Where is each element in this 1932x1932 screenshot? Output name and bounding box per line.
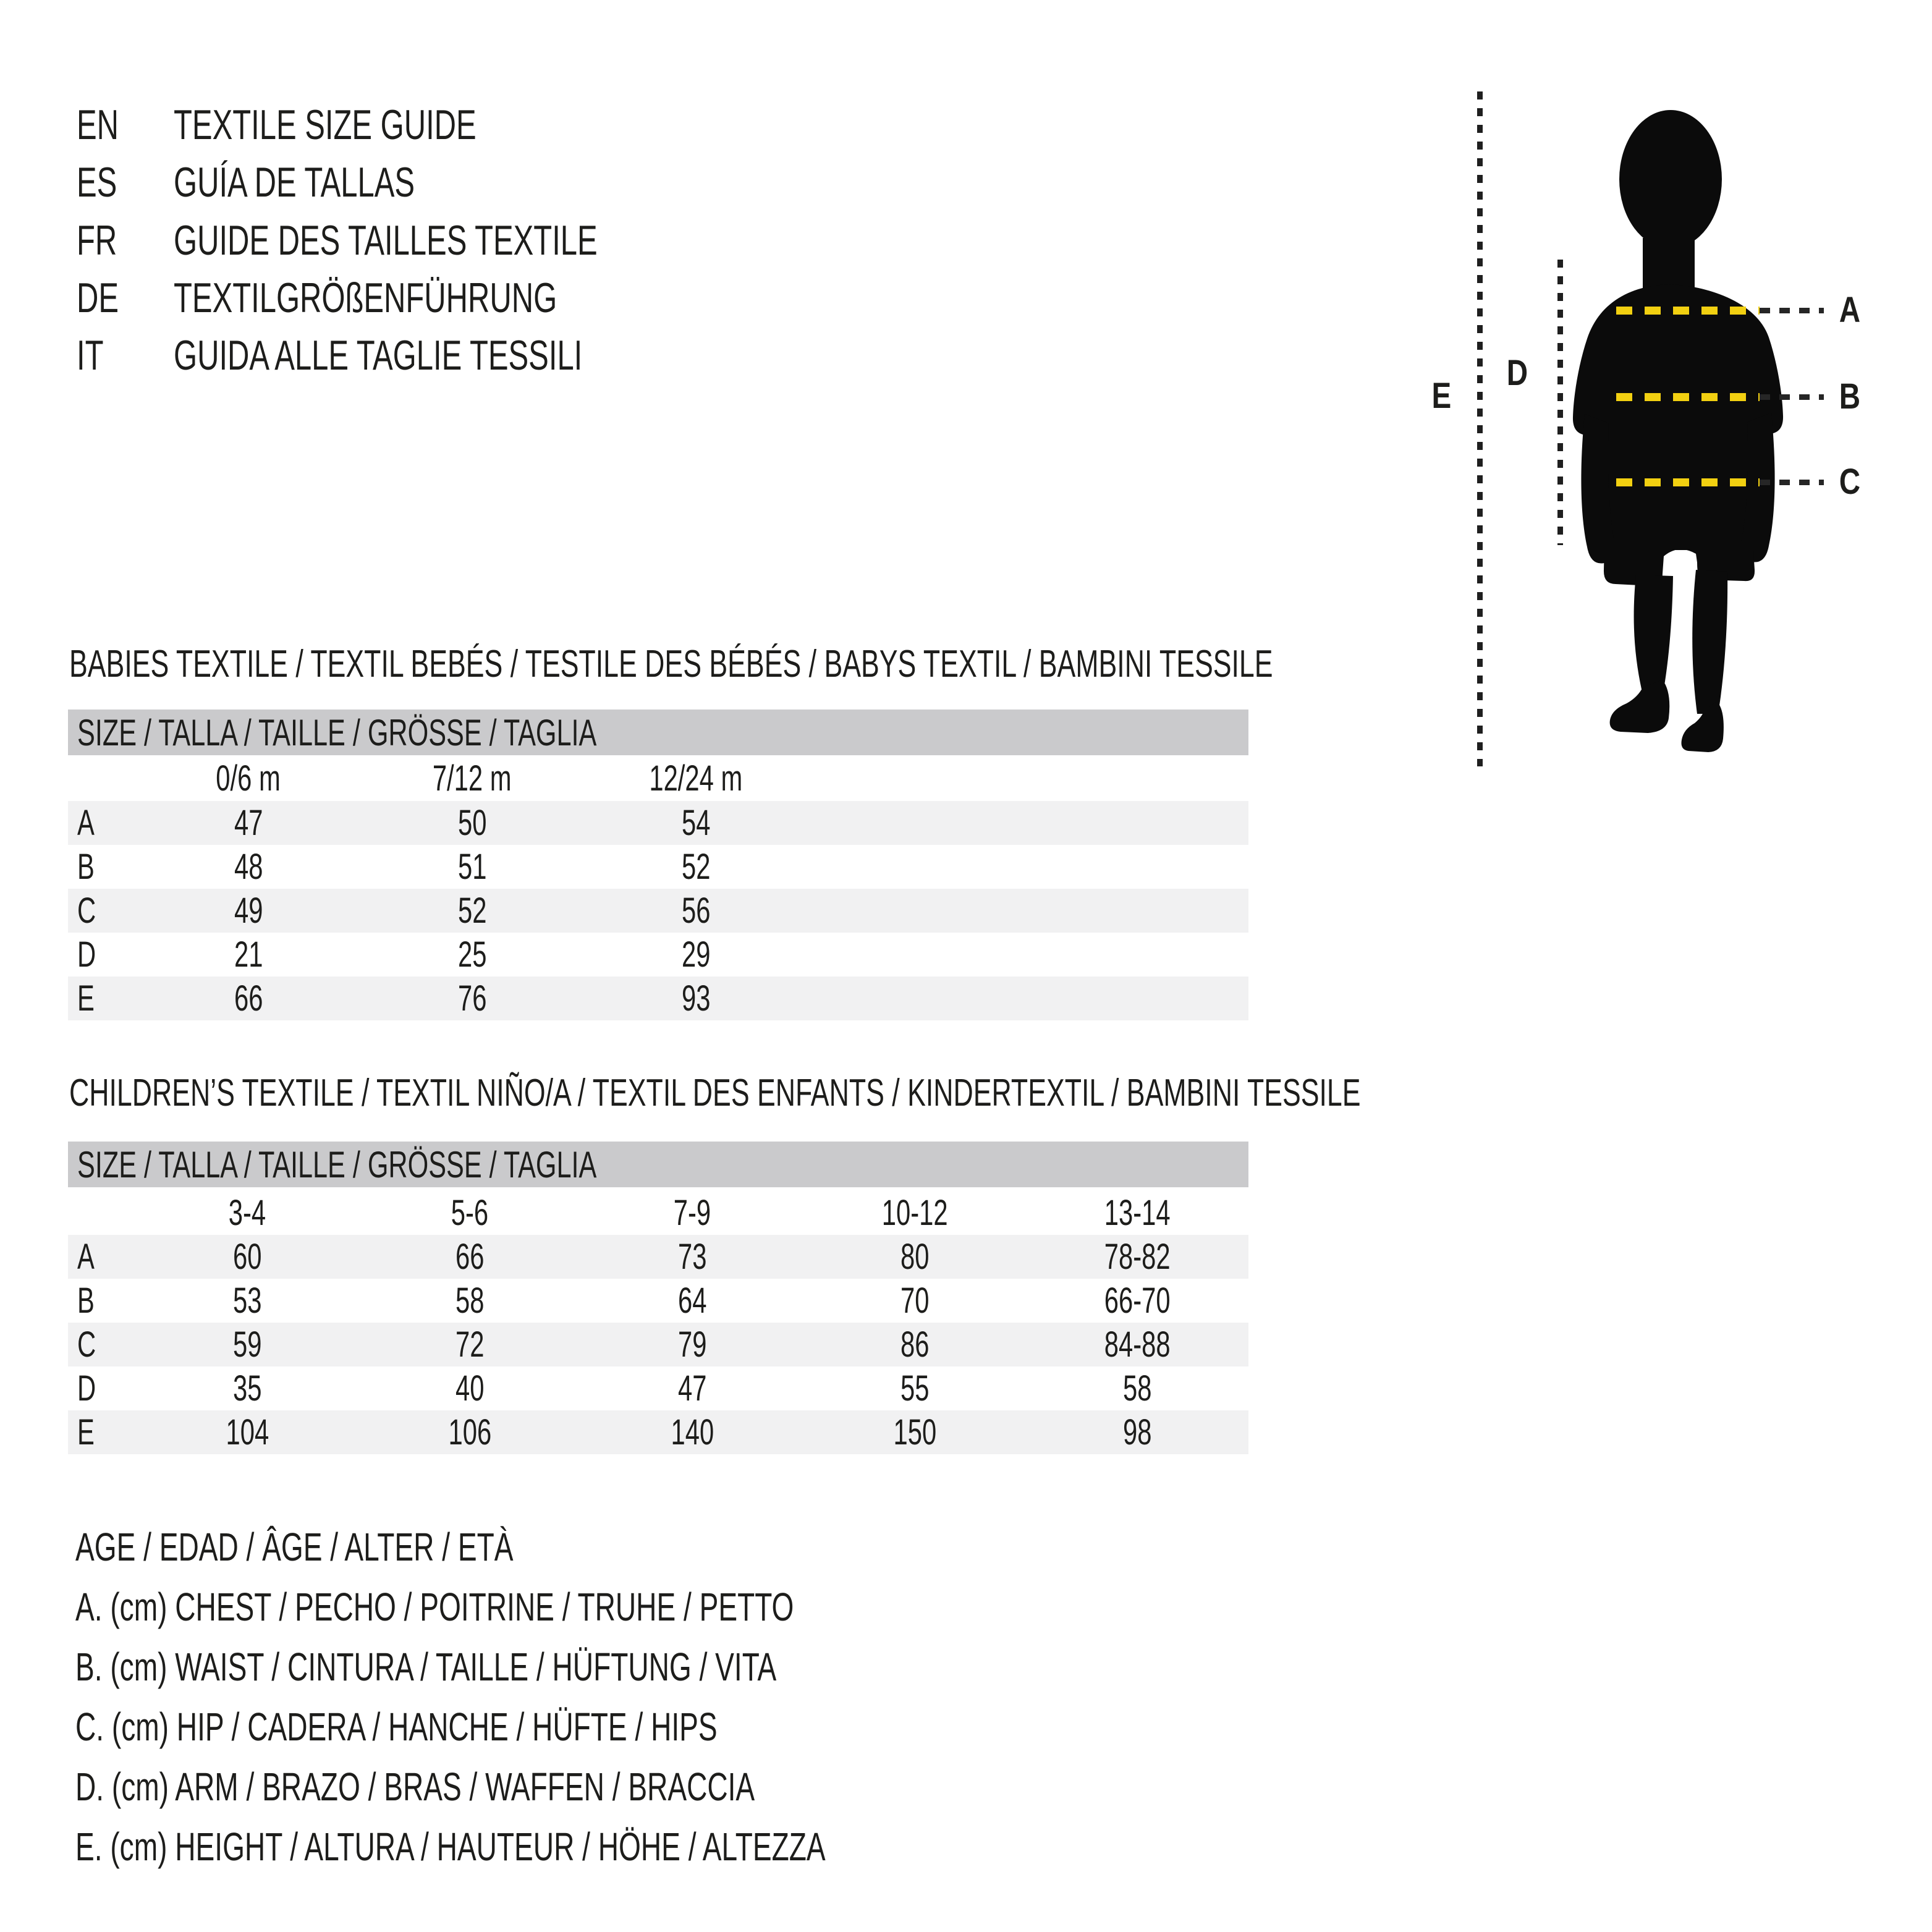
cell: 52 (681, 847, 711, 887)
table-row (68, 1323, 1248, 1366)
legend-waist: B. (cm) WAIST / CINTURA / TAILLE / HÜFTUNG / VITA (75, 1645, 777, 1689)
hip-measure-leader-c (1760, 480, 1824, 485)
cell: 80 (900, 1237, 930, 1277)
cell: 106 (448, 1412, 492, 1452)
language-code: FR (77, 217, 117, 264)
cell: 79 (677, 1324, 707, 1365)
babies-col-12-24m: 12/24 m (649, 758, 743, 799)
cell: 50 (457, 803, 487, 843)
cell: 66 (234, 978, 263, 1019)
cell: 59 (233, 1324, 262, 1365)
cell: 93 (681, 978, 711, 1019)
children-col-5-6: 5-6 (451, 1192, 489, 1233)
cell: 70 (900, 1281, 930, 1321)
measure-label-e: E (1431, 376, 1452, 416)
table-row (68, 1235, 1248, 1279)
table-row (68, 933, 1248, 977)
guide-title-de: TEXTILGRÖßENFÜHRUNG (174, 274, 557, 321)
cell: 35 (233, 1368, 262, 1409)
waist-measure-line-b (1616, 393, 1760, 401)
cell: 64 (677, 1281, 707, 1321)
cell: 60 (233, 1237, 262, 1277)
cell: 40 (455, 1368, 485, 1409)
table-row (68, 1366, 1248, 1410)
chest-measure-line-a (1616, 307, 1760, 315)
row-label: E (77, 1412, 95, 1452)
language-code: EN (77, 101, 119, 148)
arm-measure-line-d (1557, 260, 1563, 545)
babies-size-header-bar (68, 710, 1248, 755)
children-size-header-label: SIZE / TALLA / TAILLE / GRÖSSE / TAGLIA (77, 1143, 597, 1185)
measure-label-b: B (1839, 376, 1861, 417)
chest-measure-leader-a (1760, 308, 1824, 313)
cell: 66-70 (1104, 1281, 1171, 1321)
cell: 53 (233, 1281, 262, 1321)
babies-table-title: BABIES TEXTILE / TEXTIL BEBÉS / TESTILE DES BÉBÉS / BABYS TEXTIL / BAMBINI TESSILE (69, 643, 1273, 685)
children-col-7-9: 7-9 (674, 1192, 711, 1233)
cell: 58 (1122, 1368, 1152, 1409)
cell: 66 (455, 1237, 485, 1277)
cell: 52 (457, 891, 487, 931)
hip-measure-line-c (1616, 478, 1760, 486)
measure-label-d: D (1506, 353, 1528, 393)
row-label: C (77, 1324, 96, 1365)
cell: 25 (457, 934, 487, 975)
babies-col-0-6m: 0/6 m (216, 758, 281, 799)
cell: 140 (671, 1412, 714, 1452)
cell: 73 (677, 1237, 707, 1277)
children-col-10-12: 10-12 (881, 1192, 948, 1233)
cell: 51 (457, 847, 487, 887)
cell: 56 (681, 891, 711, 931)
children-size-header-bar (68, 1142, 1248, 1187)
cell: 84-88 (1104, 1324, 1171, 1365)
cell: 86 (900, 1324, 930, 1365)
row-label: B (77, 1281, 95, 1321)
legend-arm: D. (cm) ARM / BRAZO / BRAS / WAFFEN / BRACCIA (75, 1765, 755, 1809)
row-label: A (77, 1237, 95, 1277)
language-code: IT (77, 332, 104, 379)
row-label: D (77, 1368, 96, 1409)
children-col-13-14: 13-14 (1104, 1192, 1171, 1233)
cell: 29 (681, 934, 711, 975)
cell: 58 (455, 1281, 485, 1321)
guide-title-fr: GUIDE DES TAILLES TEXTILE (174, 217, 598, 264)
cell: 150 (893, 1412, 936, 1452)
guide-title-en: TEXTILE SIZE GUIDE (174, 101, 477, 148)
cell: 48 (234, 847, 263, 887)
row-label: A (77, 803, 95, 843)
cell: 78-82 (1104, 1237, 1171, 1277)
table-row (68, 845, 1248, 889)
row-label: C (77, 891, 96, 931)
table-row (68, 801, 1248, 845)
language-code: DE (77, 274, 119, 321)
guide-title-es: GUÍA DE TALLAS (174, 159, 415, 206)
row-label: B (77, 847, 95, 887)
guide-title-it: GUIDA ALLE TAGLIE TESSILI (174, 332, 583, 379)
table-row (68, 977, 1248, 1020)
measure-label-a: A (1839, 290, 1861, 330)
table-row (68, 889, 1248, 933)
children-col-3-4: 3-4 (229, 1192, 266, 1233)
babies-size-header-label: SIZE / TALLA / TAILLE / GRÖSSE / TAGLIA (77, 711, 597, 753)
legend-chest: A. (cm) CHEST / PECHO / POITRINE / TRUHE / PETTO (75, 1585, 794, 1629)
cell: 55 (900, 1368, 930, 1409)
language-code: ES (77, 159, 117, 206)
cell: 98 (1122, 1412, 1152, 1452)
cell: 47 (234, 803, 263, 843)
children-table-title: CHILDREN’S TEXTILE / TEXTIL NIÑO/A / TEXTIL DES ENFANTS / KINDERTEXTIL / BAMBINI TESSILE (69, 1072, 1361, 1114)
cell: 47 (677, 1368, 707, 1409)
row-label: D (77, 934, 96, 975)
cell: 54 (681, 803, 711, 843)
row-label: E (77, 978, 95, 1019)
legend-hip: C. (cm) HIP / CADERA / HANCHE / HÜFTE / HIPS (75, 1705, 718, 1749)
legend-age: AGE / EDAD / ÂGE / ALTER / ETÀ (75, 1525, 514, 1569)
cell: 104 (226, 1412, 269, 1452)
babies-col-7-12m: 7/12 m (433, 758, 512, 799)
cell: 21 (234, 934, 263, 975)
waist-measure-leader-b (1760, 394, 1824, 400)
babies-column-header-row (68, 757, 1248, 799)
legend-height: E. (cm) HEIGHT / ALTURA / HAUTEUR / HÖHE / ALTEZZA (75, 1824, 826, 1869)
cell: 72 (455, 1324, 485, 1365)
table-row (68, 1410, 1248, 1454)
children-column-header-row (68, 1192, 1248, 1234)
cell: 49 (234, 891, 263, 931)
measure-label-c: C (1839, 462, 1861, 502)
table-row (68, 1279, 1248, 1323)
cell: 76 (457, 978, 487, 1019)
